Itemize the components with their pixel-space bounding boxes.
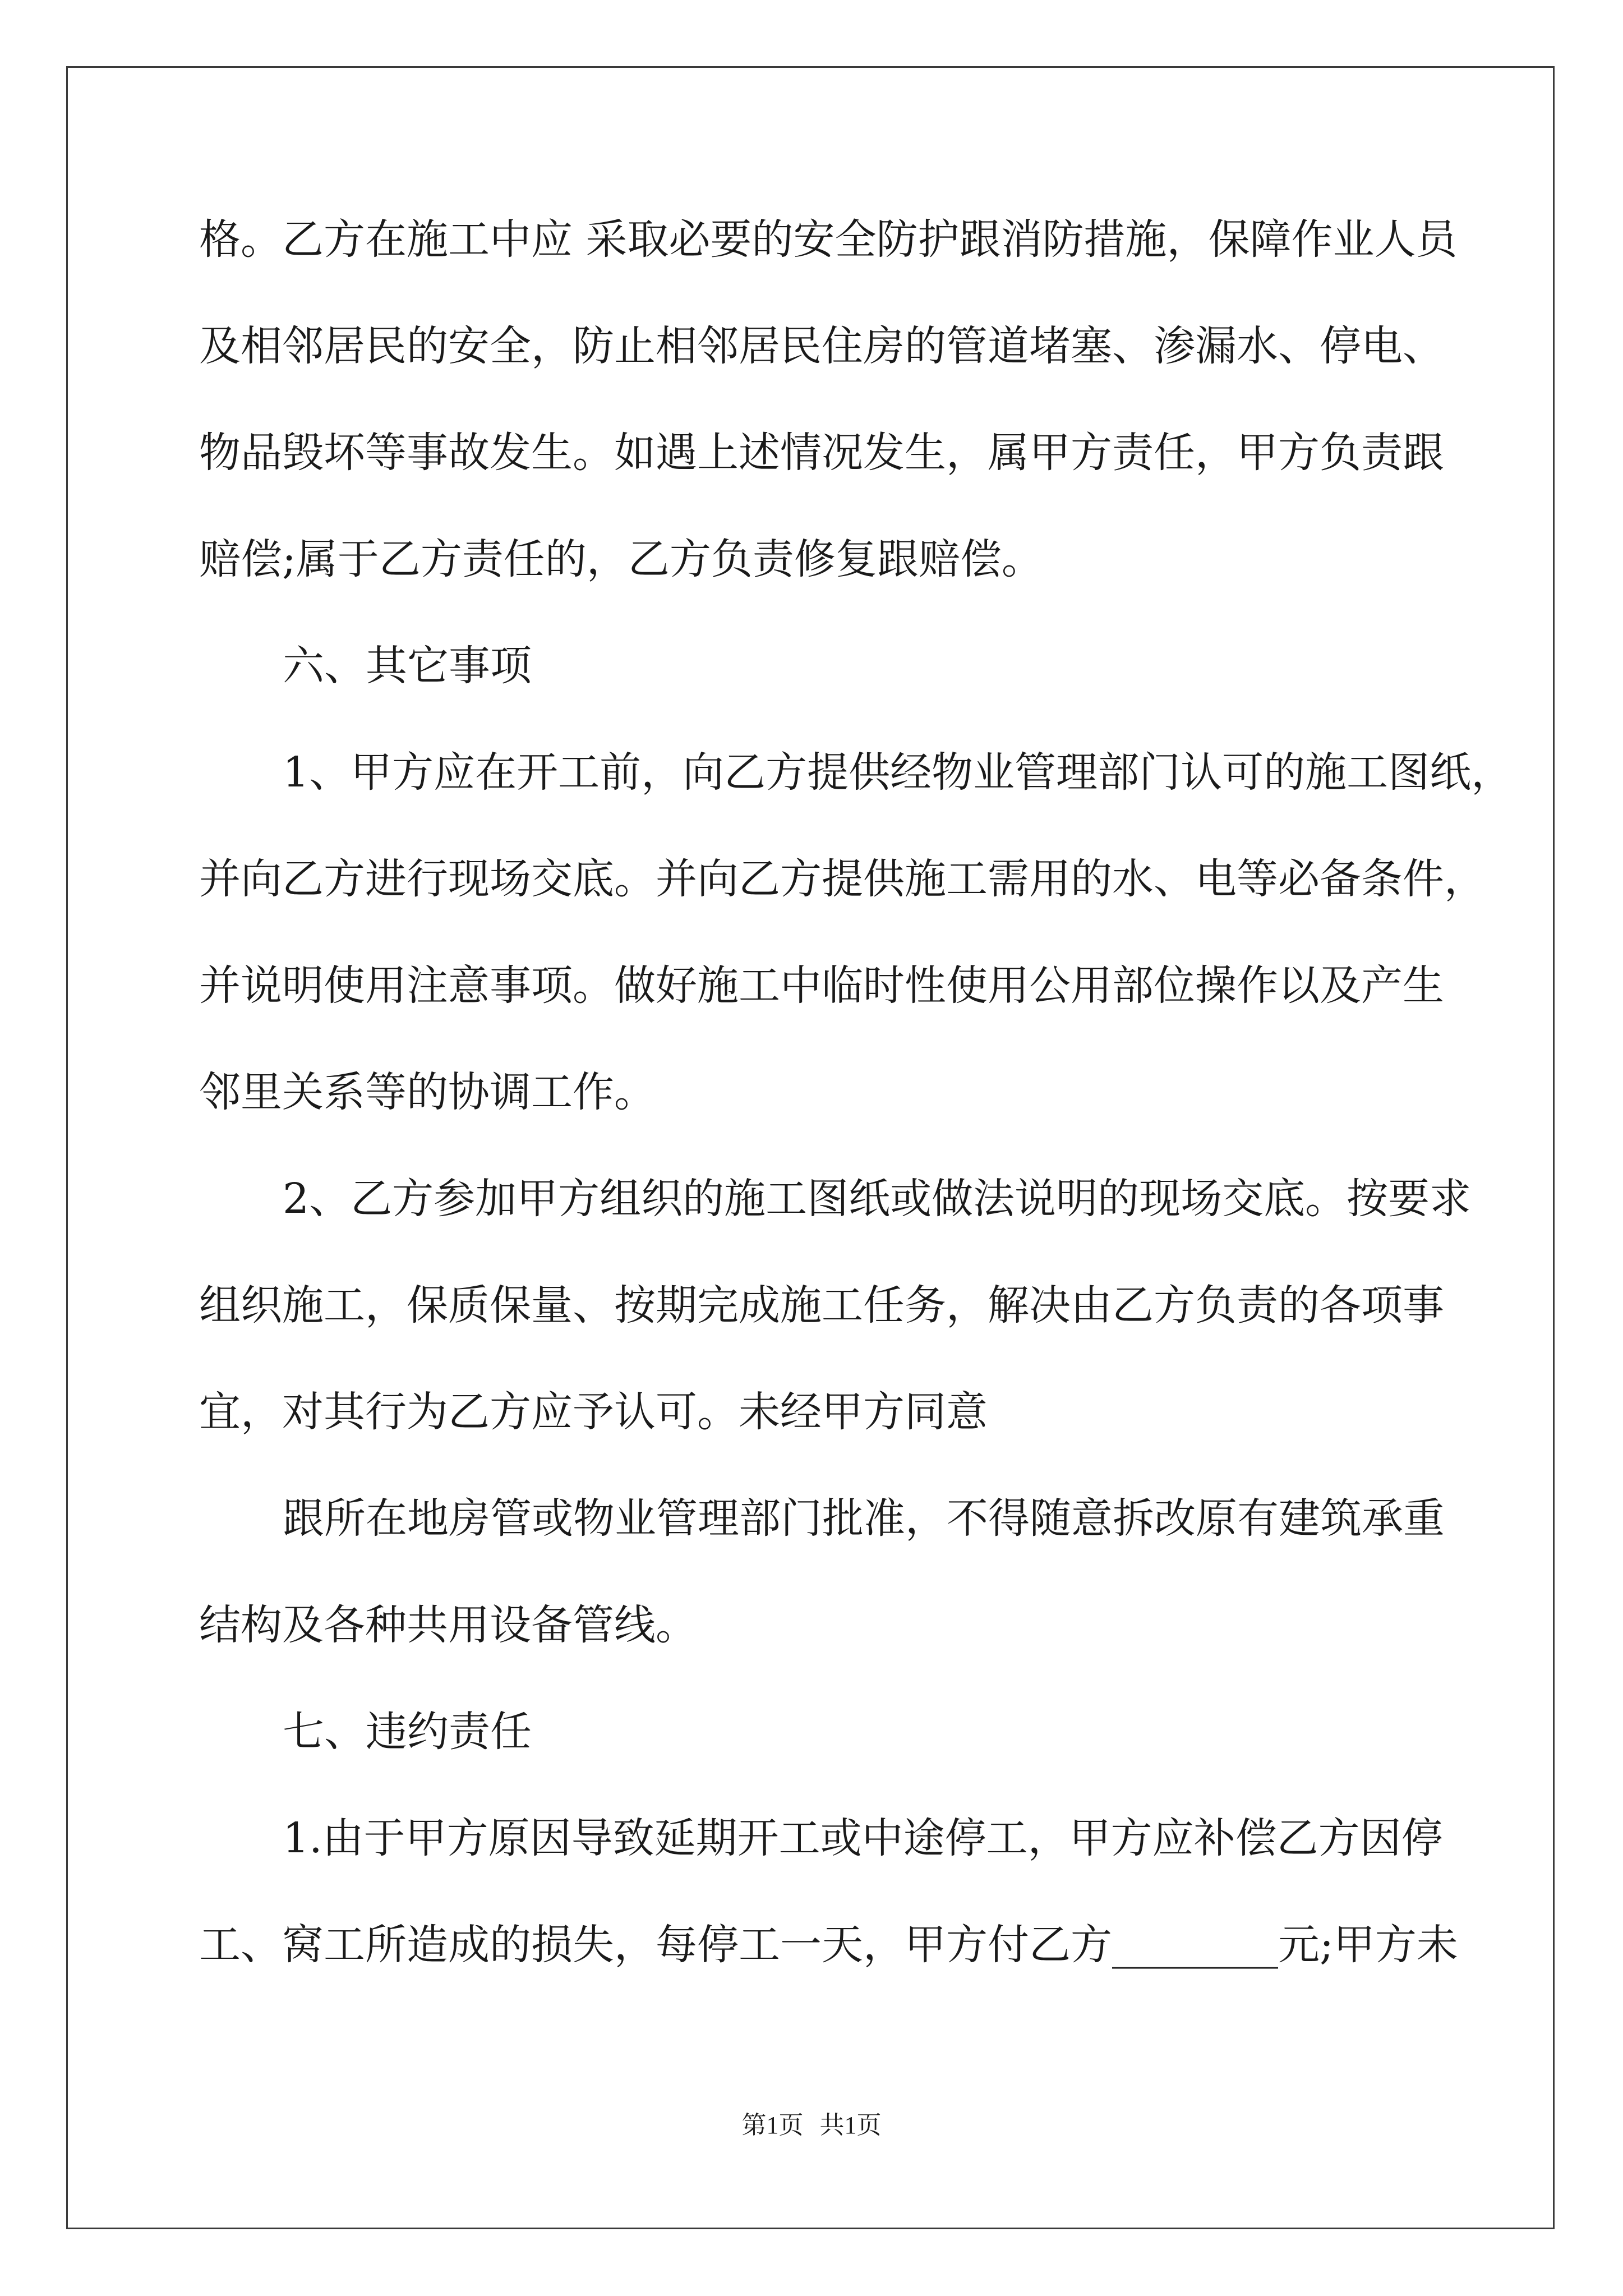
body-line-3: 物品毁坏等事故发生。如遇上述情况发生，属甲方责任，甲方负责跟 [199,429,1444,477]
body-line-6: 1、甲方应在开工前，向乙方提供经物业管理部门认可的施工图纸， [283,748,1513,797]
body-line-11: 组织施工，保质保量、按期完成施工任务，解决由乙方负责的各项事 [199,1281,1444,1329]
body-line-1: 格。乙方在施工中应 采取必要的安全防护跟消防措施，保障作业人员 [199,215,1458,264]
body-line-16: 1.由于甲方原因导致延期开工或中途停工，甲方应补偿乙方因停 [283,1814,1443,1862]
body-line-10: 2、乙方参加甲方组织的施工图纸或做法说明的现场交底。按要求 [283,1175,1472,1223]
body-line-4: 赔偿;属于乙方责任的，乙方负责修复跟赔偿。 [199,535,1043,583]
section-heading-seven: 七、违约责任 [283,1708,532,1756]
body-line-14: 结构及各种共用设备管线。 [199,1601,697,1649]
body-line-8: 并说明使用注意事项。做好施工中临时性使用公用部位操作以及产生 [199,961,1444,1010]
page-footer: 第1页 共1页 [741,2111,882,2139]
body-line-17: 工、窝工所造成的损失，每停工一天，甲方付乙方________元;甲方未 [199,1921,1458,1969]
section-heading-six: 六、其它事项 [283,642,532,690]
body-line-9: 邻里关系等的协调工作。 [199,1068,656,1116]
body-line-13: 跟所在地房管或物业管理部门批准，不得随意拆改原有建筑承重 [283,1494,1445,1543]
body-line-2: 及相邻居民的安全，防止相邻居民住房的管道堵塞、渗漏水、停电、 [199,322,1444,370]
body-line-7: 并向乙方进行现场交底。并向乙方提供施工需用的水、电等必备条件， [199,855,1486,903]
body-line-12: 宜，对其行为乙方应予认可。未经甲方同意 [199,1388,988,1436]
page-border [66,66,1555,2229]
